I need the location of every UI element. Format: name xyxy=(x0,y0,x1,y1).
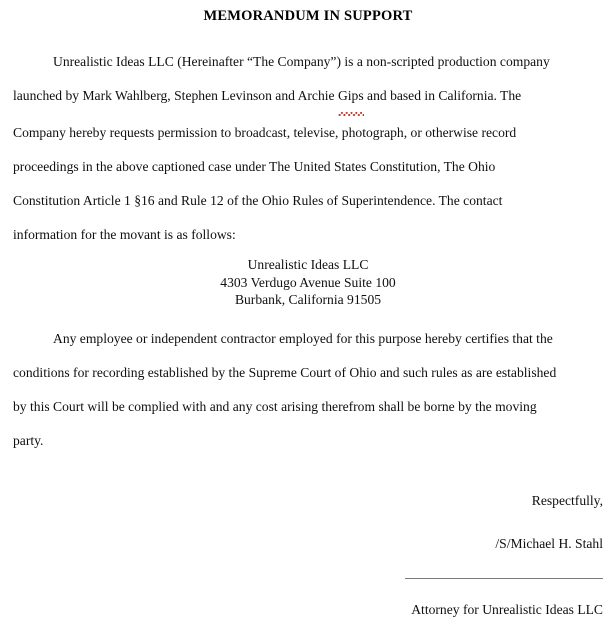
paragraph-one xyxy=(13,45,603,252)
paragraph-one-line-2 xyxy=(13,79,603,116)
signature-name: /S/Michael H. Stahl xyxy=(495,536,603,551)
paragraph-one-line-5: Constitution Article 1 §16 and Rule 12 of the Ohio Rules of Superintendence. The contact xyxy=(13,193,503,208)
paragraph-one-text xyxy=(13,45,603,252)
address-line-city-state-zip: Burbank, California 91505 xyxy=(234,292,382,307)
paragraph-two-line-3: by this Court will be complied with and any cost arising therefrom shall be borne by the moving xyxy=(13,399,537,414)
misspelled-word: Gips xyxy=(338,79,364,116)
address-block xyxy=(0,256,616,309)
signature-closing: Respectfully, xyxy=(531,493,603,508)
paragraph-two xyxy=(13,322,603,458)
paragraph-one-line-6: information for the movant is as follows: xyxy=(13,227,236,242)
paragraph-two-line-4: party. xyxy=(13,433,44,448)
paragraph-two-text xyxy=(13,322,603,458)
paragraph-one-line-1: Unrealistic Ideas LLC (Hereinafter “The Company”) is a non-scripted production company xyxy=(53,54,550,69)
paragraph-two-line-2: conditions for recording established by the Supreme Court of Ohio and such rules as are established xyxy=(13,365,557,380)
paragraph-one-line-2a: launched by Mark Wahlberg, Stephen Levinson and Archie xyxy=(13,88,338,103)
paragraph-one-line-2b: and based in California. The xyxy=(363,88,522,103)
address-line-street: 4303 Verdugo Avenue Suite 100 xyxy=(220,274,396,290)
signature-line xyxy=(405,578,603,579)
signature-block xyxy=(300,490,603,555)
attorney-caption: Attorney for Unrealistic Ideas LLC xyxy=(411,602,603,617)
paragraph-one-line-4: proceedings in the above captioned case under The United States Constitution, The Ohio xyxy=(13,159,496,174)
page-title: MEMORANDUM IN SUPPORT xyxy=(203,8,413,24)
paragraph-two-line-1: Any employee or independent contractor employed for this purpose hereby certifies that the xyxy=(53,331,553,346)
address-line-company: Unrealistic Ideas LLC xyxy=(247,257,369,272)
paragraph-one-line-3: Company hereby requests permission to broadcast, televise, photograph, or otherwise record xyxy=(13,125,517,140)
